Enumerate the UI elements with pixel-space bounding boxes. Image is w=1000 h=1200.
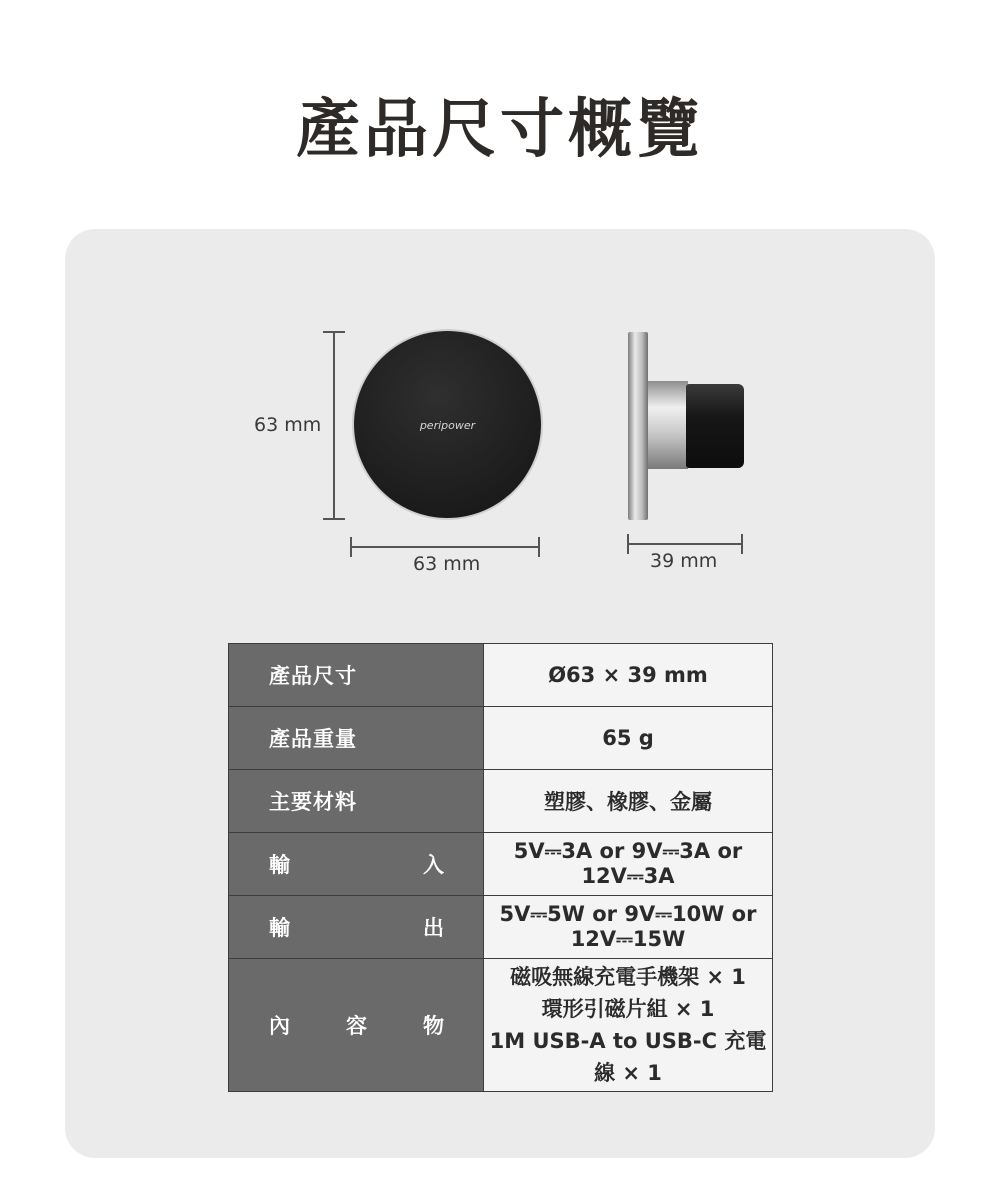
- charger-side-plate: [628, 332, 648, 520]
- spec-label-part: 物: [423, 1014, 445, 1038]
- spec-value: 5V⎓5W or 9V⎓10W or 12V⎓15W: [484, 896, 773, 959]
- height-label: 63 mm: [254, 414, 322, 436]
- table-row: [229, 896, 773, 959]
- spec-label: 主要材料: [229, 770, 484, 833]
- width-label: 63 mm: [413, 553, 481, 575]
- depth-dimension-cap-left: [627, 534, 629, 554]
- spec-label: 產品重量: [229, 707, 484, 770]
- spec-label-part: 出: [423, 916, 445, 940]
- height-dimension-cap-top: [323, 331, 345, 333]
- spec-label: [229, 833, 484, 896]
- width-dimension-cap-left: [350, 537, 352, 557]
- depth-dimension-line: [627, 543, 743, 545]
- spec-label: 產品尺寸: [229, 644, 484, 707]
- charger-side-neck: [648, 381, 688, 469]
- spec-label-part: 入: [423, 853, 445, 877]
- spec-label-part: 輸: [269, 916, 291, 940]
- spec-value: Ø63 × 39 mm: [484, 644, 773, 707]
- depth-dimension-cap-right: [741, 534, 743, 554]
- contents-item: 磁吸無線充電手機架 × 1: [510, 965, 746, 989]
- spec-value: 5V⎓3A or 9V⎓3A or 12V⎓3A: [484, 833, 773, 896]
- spec-value: 65 g: [484, 707, 773, 770]
- table-row: [229, 644, 773, 707]
- spec-label: [229, 896, 484, 959]
- spec-label-part: 內: [269, 1014, 291, 1038]
- spec-label-part: 容: [346, 1014, 368, 1038]
- table-row: [229, 833, 773, 896]
- table-row: [229, 770, 773, 833]
- table-row: [229, 707, 773, 770]
- width-dimension-cap-right: [538, 537, 540, 557]
- depth-label: 39 mm: [650, 550, 718, 572]
- brand-logo: peripower: [419, 419, 476, 432]
- spec-value-list: [484, 959, 773, 1092]
- height-dimension-cap-bottom: [323, 518, 345, 520]
- page-title: 產品尺寸概覽: [296, 93, 704, 167]
- table-row: [229, 959, 773, 1092]
- contents-item: 環形引磁片組 × 1: [541, 997, 715, 1021]
- height-dimension-line: [333, 331, 335, 520]
- spec-label-part: 輸: [269, 853, 291, 877]
- spec-value: 塑膠、橡膠、金屬: [484, 770, 773, 833]
- spec-table: [228, 643, 773, 1092]
- spec-label: [229, 959, 484, 1092]
- charger-side-cap: [686, 384, 744, 468]
- charger-front-image: [354, 331, 541, 518]
- width-dimension-line: [350, 546, 540, 548]
- contents-item: 1M USB-A to USB-C 充電線 × 1: [489, 1029, 767, 1085]
